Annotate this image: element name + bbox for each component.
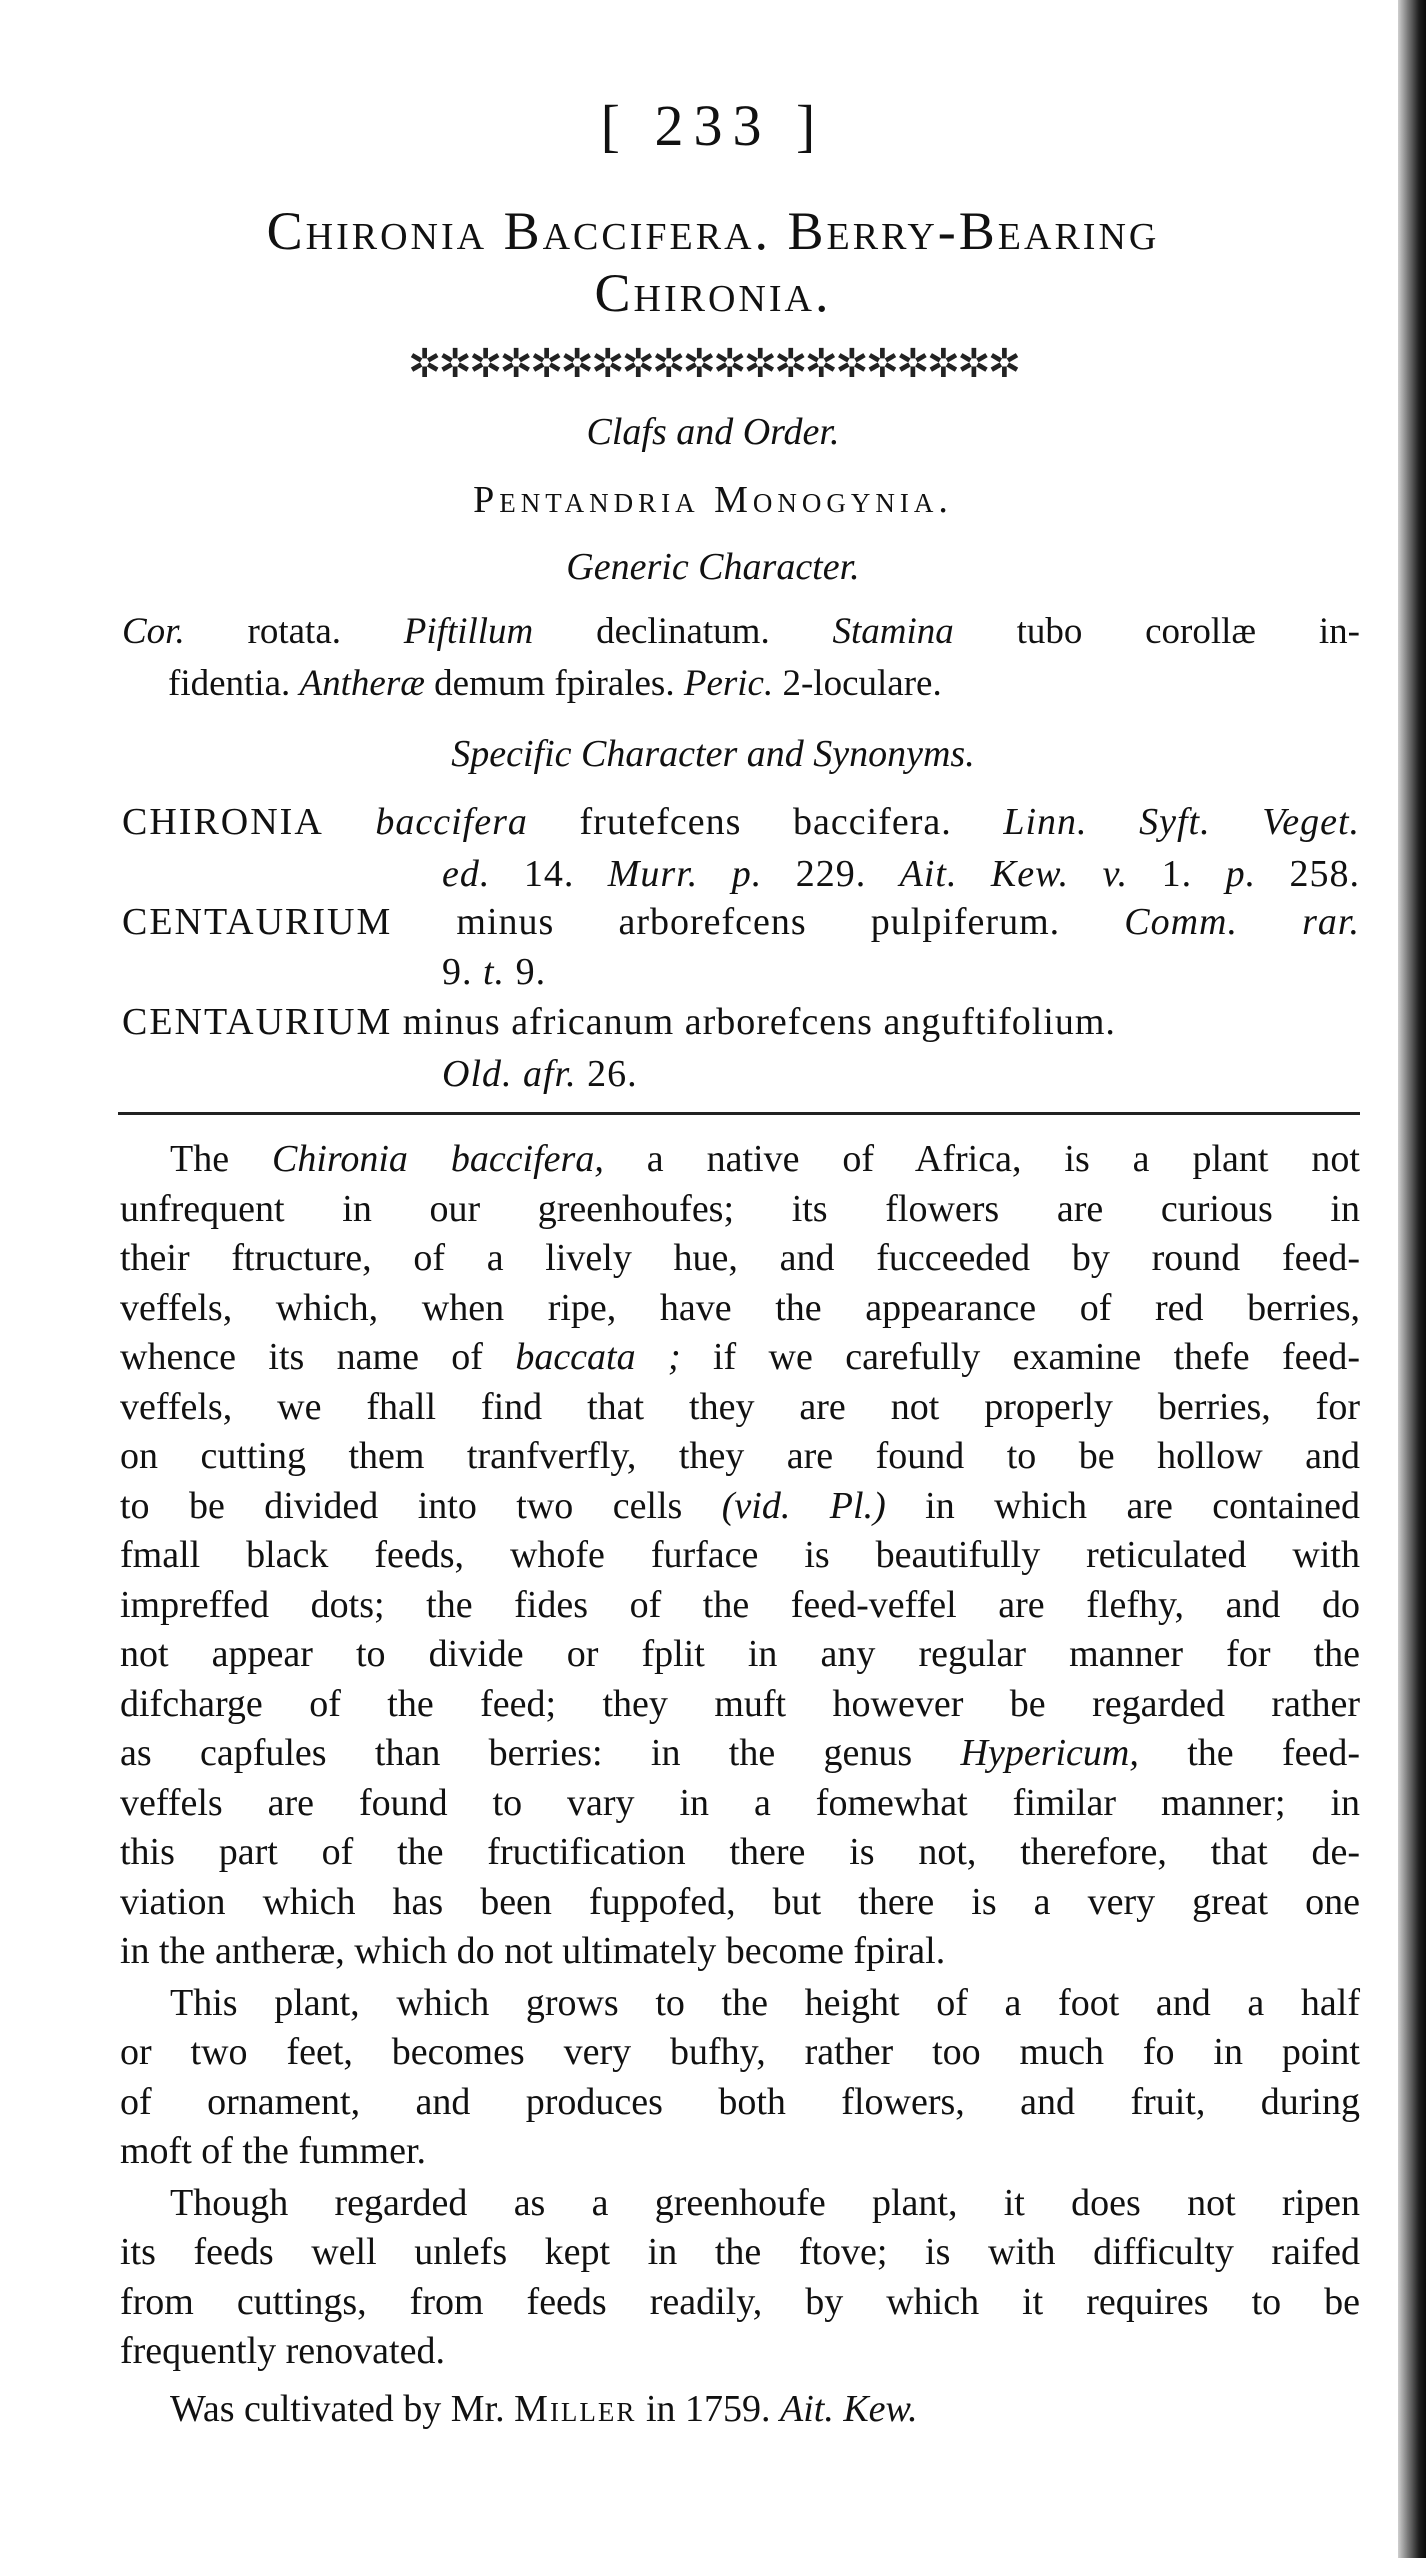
synonym-entry-continued: Old. afr. 26. [442, 1053, 638, 1095]
plant-title: Chironia Baccifera. Berry-Bearing [266, 201, 1160, 261]
page-number: [ 233 ] [600, 93, 826, 158]
body-text-line: veffels are found to vary in a fomewhat fimilar manner; in [120, 1782, 1360, 1824]
specific-character-heading: Specific Character and Synonyms. [451, 733, 975, 775]
body-text-line: whence its name of baccata ; if we carefully examine thefe feed- [120, 1336, 1360, 1378]
synonym-genus: CHIRONIA [122, 801, 324, 843]
synonym-entry: CENTAURIUM minus arborefcens pulpiferum. Comm. rar. [122, 901, 1360, 943]
generic-character-line: Cor. rotata. Piftillum declinatum. Stamina tubo corollæ in- [122, 611, 1360, 652]
synonym-entry-continued: ed. 14. Murr. p. 229. Ait. Kew. v. 1. p. 258. [442, 853, 1361, 895]
body-text-line: from cuttings, from feeds readily, by which it requires to be [120, 2281, 1360, 2323]
body-text-line: impreffed dots; the fides of the feed-veffel are flefhy, and do [120, 1584, 1360, 1626]
body-text-line: to be divided into two cells (vid. Pl.) in which are contained [120, 1485, 1361, 1527]
synonym-entry: CENTAURIUM minus africanum arborefcens anguftifolium. [122, 1001, 1116, 1043]
body-text-line: or two feet, becomes very bufhy, rather too much fo in point [120, 2031, 1360, 2073]
synonym-genus: CENTAURIUM [122, 901, 393, 943]
class-order-value: Pentandria Monogynia. [473, 479, 953, 521]
body-text-line: Though regarded as a greenhoufe plant, it does not ripen [170, 2182, 1360, 2224]
body-text-line: frequently renovated. [120, 2330, 445, 2372]
body-text-line: this part of the fructification there is not, therefore, that de- [120, 1831, 1360, 1873]
body-text-line: in the antheræ, which do not ultimately become fpiral. [120, 1930, 946, 1972]
plant-title-continued: Chironia. [594, 263, 832, 323]
body-text-line: fmall black feeds, whofe furface is beautifully reticulated with [120, 1534, 1360, 1576]
generic-character-line: fidentia. Antheræ demum fpirales. Peric. 2-loculare. [168, 663, 942, 704]
synonym-genus: CENTAURIUM [122, 1001, 393, 1043]
cultivation-note: Was cultivated by Mr. Miller in 1759. Ait. Kew. [170, 2388, 918, 2430]
body-text-line: viation which has been fuppofed, but there is a very great one [120, 1881, 1360, 1923]
body-text-line: not appear to divide or fplit in any regular manner for the [120, 1633, 1360, 1675]
section-rule [118, 1112, 1360, 1115]
body-text-line: of ornament, and produces both flowers, and fruit, during [120, 2081, 1360, 2123]
synonym-entry-continued: 9. t. 9. [442, 951, 547, 993]
class-order-heading: Clafs and Order. [586, 411, 840, 453]
body-text-line: as capfules than berries: in the genus Hypericum, the feed- [120, 1732, 1360, 1774]
body-text-line: unfrequent in our greenhoufes; its flowers are curious in [120, 1188, 1360, 1230]
generic-character-heading: Generic Character. [566, 546, 860, 588]
body-text-line: its feeds well unlefs kept in the ftove; is with difficulty raifed [120, 2231, 1360, 2273]
ornament-divider: ✲✲✲✲✲✲✲✲✲✲✲✲✲✲✲✲✲✲✲✲ [407, 341, 1019, 386]
body-text-line: on cutting them tranfverfly, they are found to be hollow and [120, 1435, 1360, 1477]
body-text-line: veffels, we fhall find that they are not properly berries, for [120, 1386, 1360, 1428]
body-text-line: This plant, which grows to the height of a foot and a half [170, 1982, 1360, 2024]
body-text-line: difcharge of the feed; they muft however be regarded rather [120, 1683, 1360, 1725]
body-text-line: their ftructure, of a lively hue, and fucceeded by round feed- [120, 1237, 1360, 1279]
body-text-line: moft of the fummer. [120, 2130, 427, 2172]
body-text-line: The Chironia baccifera, a native of Africa, is a plant not [170, 1138, 1360, 1180]
body-text-line: veffels, which, when ripe, have the appearance of red berries, [120, 1287, 1360, 1329]
synonym-entry: CHIRONIA baccifera frutefcens baccifera. Linn. Syft. Veget. [122, 801, 1360, 843]
